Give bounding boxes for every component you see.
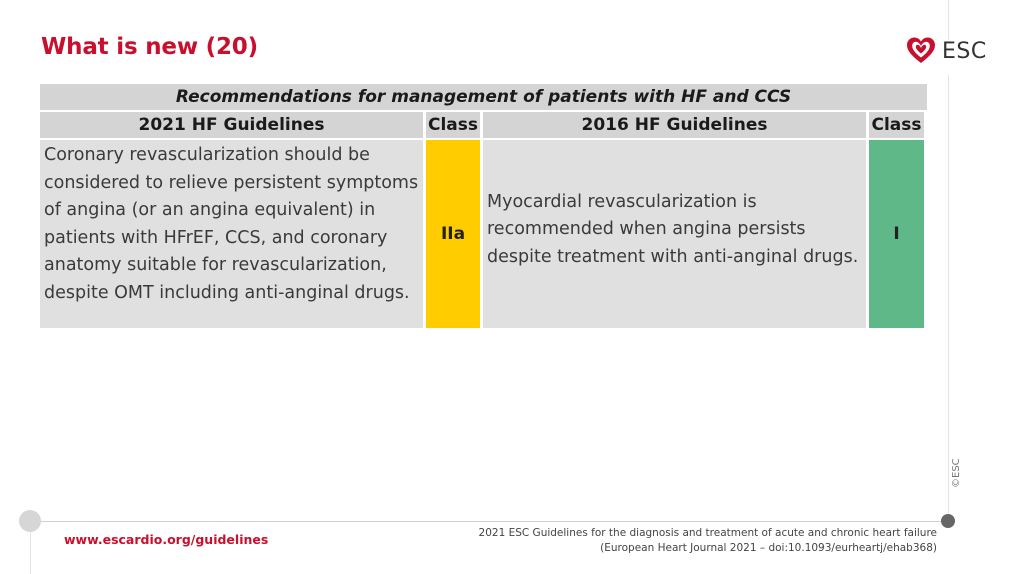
footer-dot-left [19,510,41,532]
heart-logo-icon [906,36,936,66]
header-2016-guidelines: 2016 HF Guidelines [483,112,866,138]
esc-logo [906,34,987,68]
recommendation-2016-text: Myocardial revascularization is recommended when angina persists despite treatment with anti-anginal drugs. [483,140,866,328]
footer-dot-right [941,514,955,528]
header-class-2016: Class [869,112,924,138]
right-divider [948,75,949,520]
footer-divider [30,521,948,522]
footer-citation [479,526,937,556]
esc-logo-text: ESC [942,38,987,64]
recommendation-2021-text: Coronary revascularization should be considered to relieve persistent symptoms of angina (or an angina equivalent) in patients with HFrEF, CCS, and coronary anatomy suitable for revascularization, despite OMT including anti-anginal drugs. [40,140,423,328]
header-2021-guidelines: 2021 HF Guidelines [40,112,423,138]
table-caption: Recommendations for management of patients with HF and CCS [40,84,927,112]
class-badge-2016: I [869,140,924,328]
left-divider [30,528,31,574]
class-badge-2021: IIa [426,140,480,328]
footer-url-link[interactable]: www.escardio.org/guidelines [64,532,269,547]
recommendations-table [40,84,927,328]
citation-line-1: 2021 ESC Guidelines for the diagnosis and treatment of acute and chronic heart failure [478,527,937,539]
table-header-row [40,112,927,140]
copyright-label: ©ESC [951,458,962,488]
slide-title: What is new (20) [41,34,258,60]
table-row [40,140,927,328]
citation-line-2: (European Heart Journal 2021 – doi:10.1093/eurheartj/ehab368) [600,542,937,554]
header-class-2021: Class [426,112,480,138]
